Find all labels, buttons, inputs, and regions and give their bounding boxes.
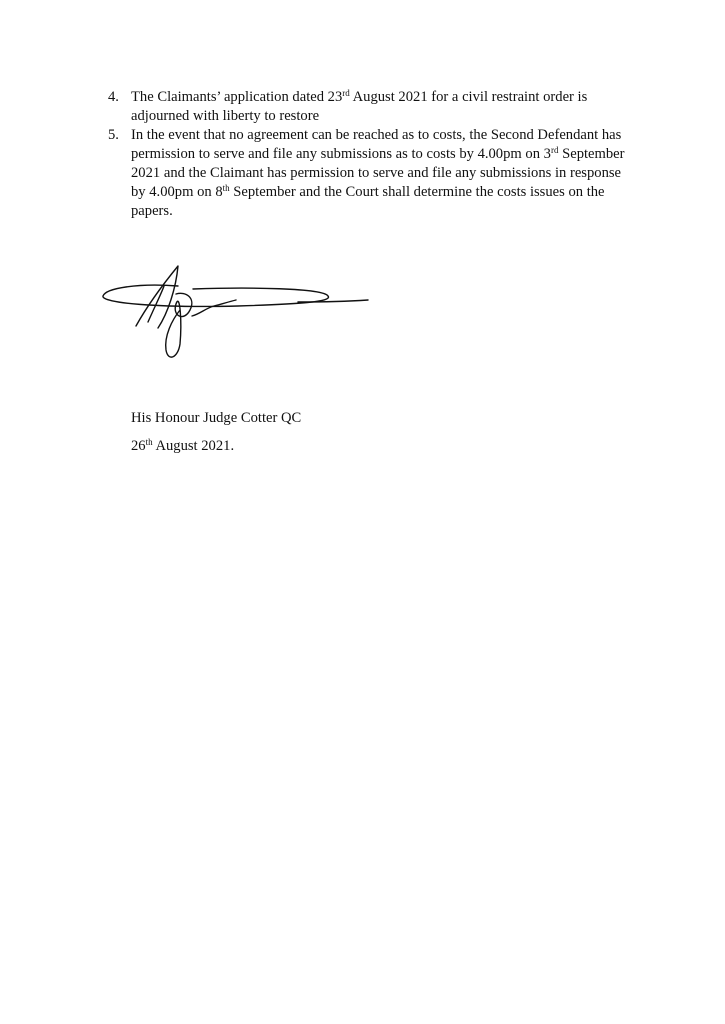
order-item-5 <box>108 126 638 221</box>
order-number: 5. <box>108 127 119 143</box>
order-item-4 <box>108 88 638 126</box>
signatory-name: His Honour Judge Cotter QC <box>131 410 302 426</box>
order-number: 4. <box>108 89 119 105</box>
order-list <box>108 88 638 221</box>
signature-date: 26th August 2021. <box>131 437 235 454</box>
handwritten-signature-icon <box>98 258 378 368</box>
order-text: In the event that no agreement can be reached as to costs, the Second Defendant has permission to serve and file any submissions as to costs by 4.00pm on 3rd September 2021 and the Claimant has permission to serve and file any submissions in response by 4.00pm on 8th September and the Court shall determine the costs issues on the papers. <box>131 127 625 219</box>
order-text: The Claimants’ application dated 23rd August 2021 for a civil restraint order is adjourned with liberty to restore <box>131 88 588 124</box>
